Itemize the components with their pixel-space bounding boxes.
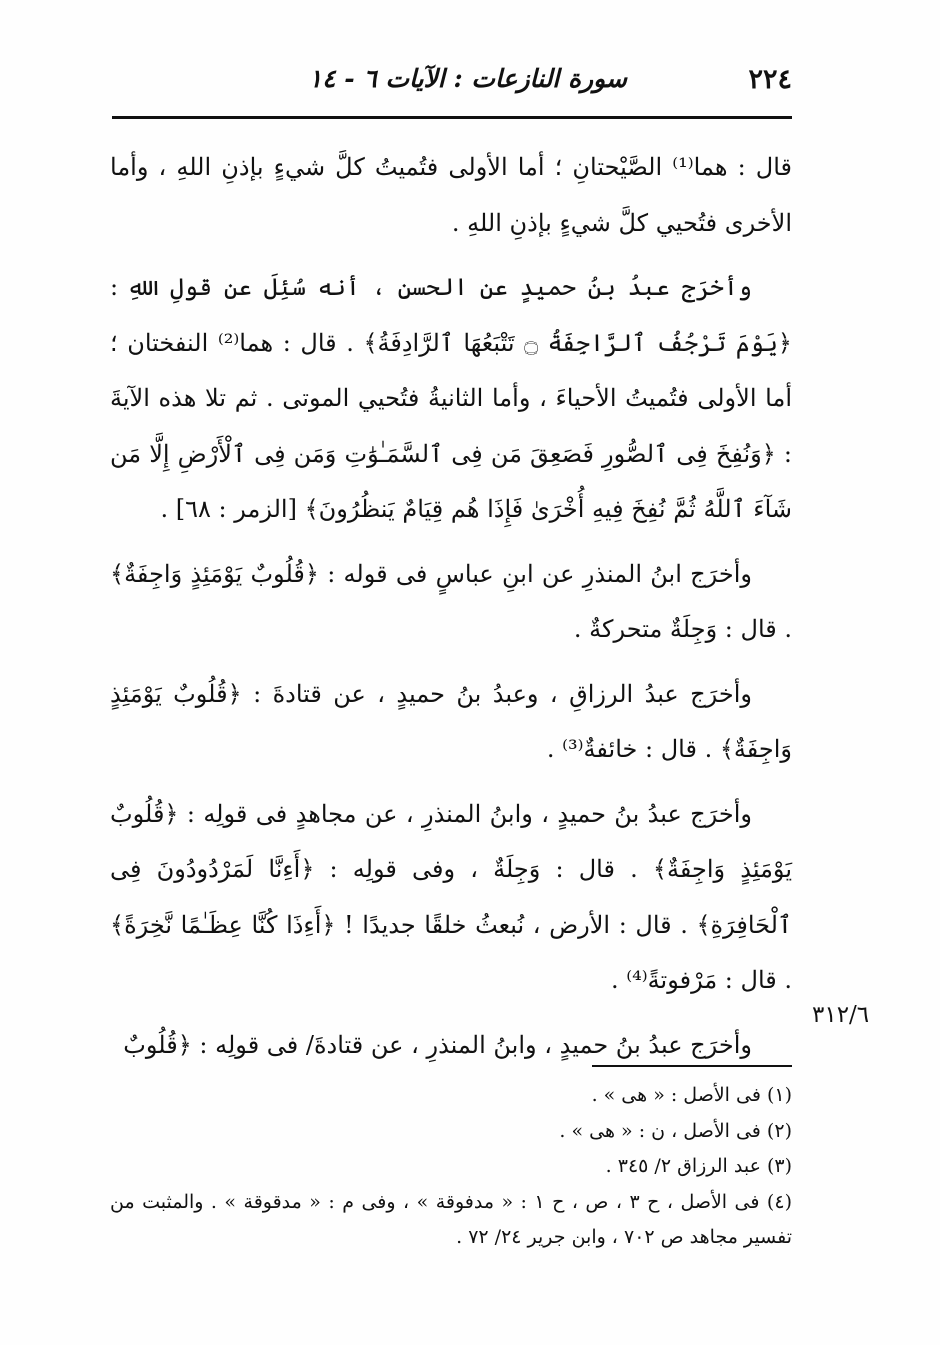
paragraph: وأخرَج عبدُ بنُ حميدٍ عن الحسنِ ، أنه سُئِلَ عن قولِ اللهِ : ﴿يَوْمَ تَرْجُفُ ٱلرَّاجِفَةُ ۝ تَتْبَعُهَا ٱلرَّادِفَةُ﴾ . قال : هما⁽²⁾ النفختان ؛ أما الأولى فتُميتُ الأحياءَ ، وأما الثانيةُ فتُحيي الموتى . ثم تلا هذه الآيةَ : ﴿وَنُفِخَ فِى ٱلصُّورِ فَصَعِقَ مَن فِى ٱلسَّمَـٰوَٰتِ وَمَن فِى ٱلْأَرْضِ إِلَّا مَن شَآءَ ٱللَّهُ ثُمَّ نُفِخَ فِيهِ أُخْرَىٰ فَإِذَا هُم قِيَامٌ يَنظُرُونَ﴾ [الزمر : ٦٨] . (110, 273, 792, 523)
main-text (110, 140, 792, 1082)
paragraph: وأخرَج عبدُ بنُ حميدٍ ، وابنُ المنذرِ ، عن قتادةَ/ فى قولِه : ﴿قُلُوبٌ (123, 1030, 752, 1059)
page-header (112, 64, 792, 104)
footnote: (٤) فى الأصل ، ح ٣ ، ص ، ح ١ : « مدفوقة » ، وفى م : « مدقوقة » . والمثبت من تفسير مجاهد ص ٧٠٢ ، وابن جرير ٢٤/ ٧٢ . (110, 1190, 792, 1248)
margin-reference: ٣١٢/٦ (812, 1002, 870, 1028)
footnote: (٢) فى الأصل ، ن : « هى » . (559, 1119, 792, 1142)
footnotes (110, 1078, 792, 1256)
page-number: ٢٢٤ (748, 64, 792, 95)
paragraph: وأخرَج عبدُ بنُ حميدٍ ، وابنُ المنذرِ ، عن مجاهدٍ فى قولِه : ﴿قُلُوبٌ يَوْمَئِذٍ وَاجِفَةٌ﴾ . قال : وَجِلَةٌ ، وفى قولِه : ﴿أَءِنَّا لَمَرْدُودُونَ فِى ٱلْحَافِرَةِ﴾ . قال : الأرض ، نُبعثُ خلقًا جديدًا ! ﴿أَءِذَا كُنَّا عِظَـٰمًا نَّخِرَةً﴾ . قال : مَرْفوتةً⁽⁴⁾ . (110, 799, 792, 994)
running-title: سورة النازعات : الآيات ٦ - ١٤ (308, 64, 627, 93)
paragraph: قال : هما⁽¹⁾ الصَّيْحتانِ ؛ أما الأولى فتُميتُ كلَّ شيءٍ بإذنِ اللهِ ، وأما الأخرى فتُحيي كلَّ شيءٍ بإذنِ اللهِ . (110, 153, 792, 237)
paragraph: وأخرَج ابنُ المنذرِ عن ابنِ عباسٍ فى قوله : ﴿قُلُوبٌ يَوْمَئِذٍ وَاجِفَةٌ﴾ . قال : وَجِلَةٌ متحركةٌ . (110, 559, 792, 643)
footnote-rule (592, 1065, 792, 1067)
footnote: (١) فى الأصل : « هى » . (591, 1084, 792, 1106)
paragraph: وأخرَج عبدُ الرزاقِ ، وعبدُ بنُ حميدٍ ، عن قتادةَ : ﴿قُلُوبٌ يَوْمَئِذٍ وَاجِفَةٌ﴾ . قال : خائفةٌ⁽³⁾ . (110, 679, 792, 763)
footnote: (٣) عبد الرزاق ٢/ ٣٤٥ . (605, 1155, 792, 1177)
header-rule (112, 116, 792, 119)
